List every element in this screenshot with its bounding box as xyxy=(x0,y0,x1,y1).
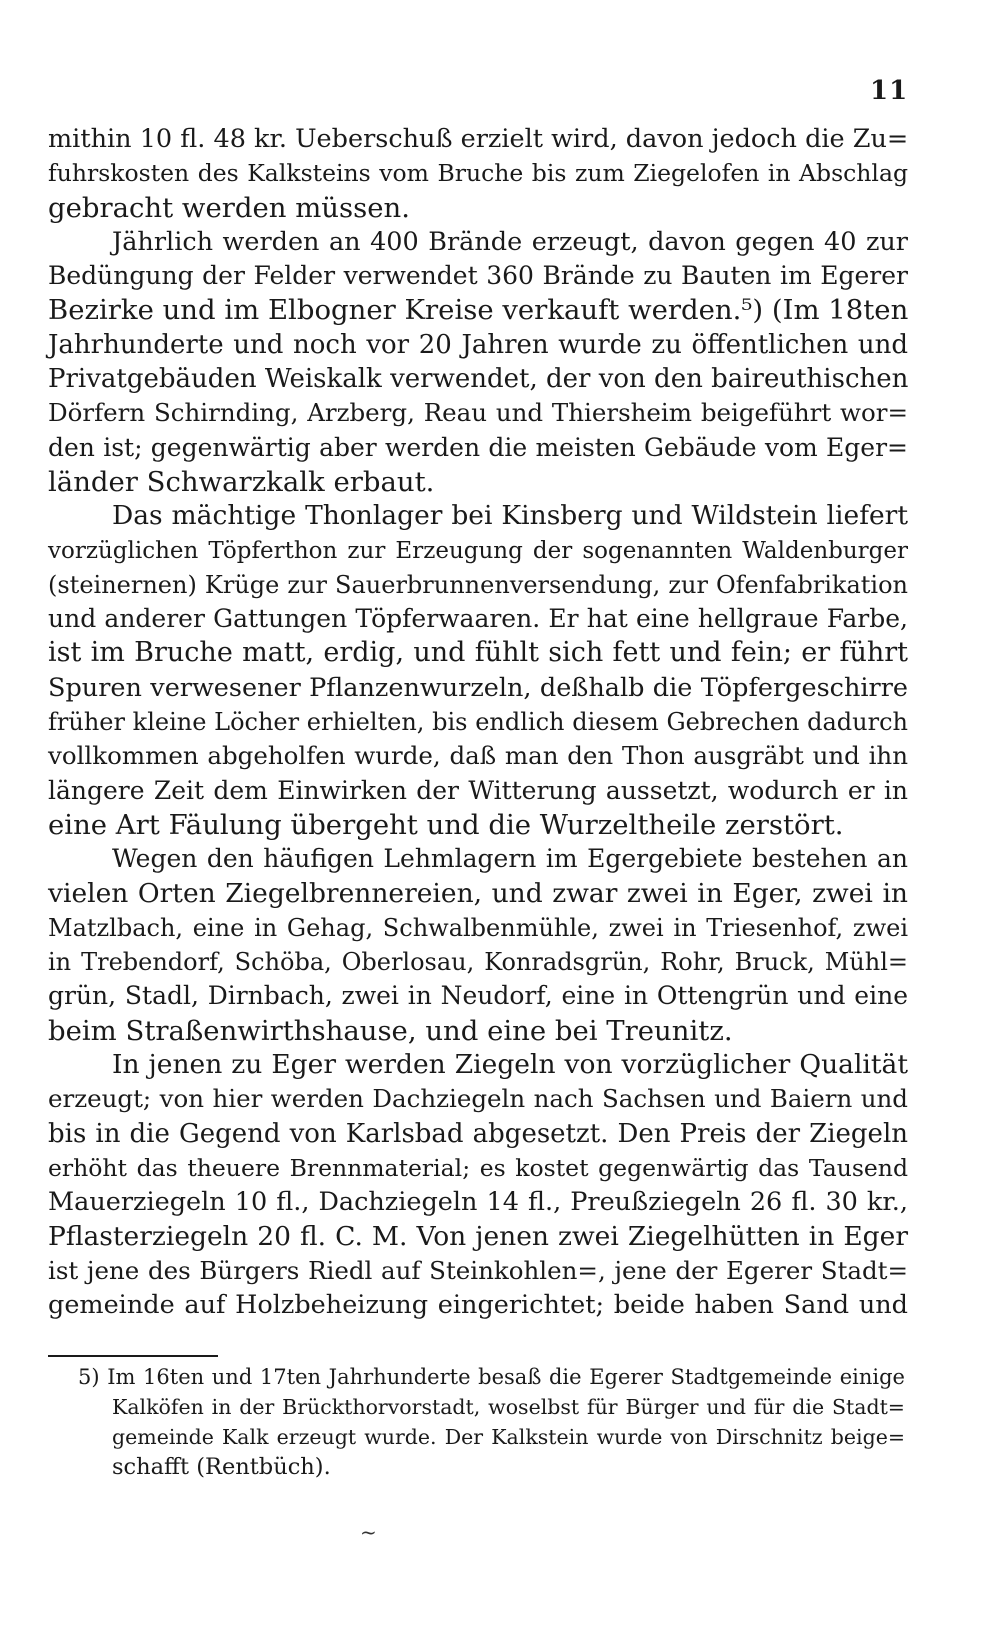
text-line: Wegen den häufigen Lehmlagern im Egergebiete bestehen an xyxy=(112,844,908,874)
page-number: 11 xyxy=(870,76,909,106)
text-line: früher kleine Löcher erhielten, bis endlich diesem Gebrechen dadurch xyxy=(48,708,908,737)
text-line: Bedüngung der Felder verwendet 360 Brände zu Bauten im Egerer xyxy=(48,261,908,291)
text-line: Spuren verwesener Pflanzenwurzeln, deßhalb die Töpfergeschirre xyxy=(48,672,908,703)
text-line: Das mächtige Thonlager bei Kinsberg und Wildstein liefert xyxy=(112,500,908,532)
text-line: Mauerziegeln 10 fl., Dachziegeln 14 fl., Preußziegeln 26 fl. 30 kr., xyxy=(48,1187,908,1218)
footnotes xyxy=(78,1362,905,1482)
text-line: Bezirke und im Elbogner Kreise verkauft werden.⁵) (Im 18ten xyxy=(48,294,909,327)
footnote-line: Kalköfen in der Brückthorvorstadt, woselbst für Bürger und für die Stadt= xyxy=(112,1395,905,1419)
text-line: vorzüglichen Töpferthon zur Erzeugung der sogenannten Waldenburger xyxy=(48,537,908,564)
text-line: und anderer Gattungen Töpferwaaren. Er hat eine hellgraue Farbe, xyxy=(48,604,908,634)
text-line: gebracht werden müssen. xyxy=(48,191,410,224)
text-line: gemeinde auf Holzbeheizung eingerichtet; beide haben Sand und xyxy=(48,1290,908,1321)
text-line: länder Schwarzkalk erbaut. xyxy=(48,465,435,498)
text-line: Jahrhunderte und noch vor 20 Jahren wurde zu öffentlichen und xyxy=(48,329,908,360)
footnote-rule xyxy=(48,1355,218,1357)
text-line: Dörfern Schirnding, Arzberg, Reau und Thiersheim beigeführt wor= xyxy=(48,398,908,428)
text-line: vielen Orten Ziegelbrennereien, und zwar zwei in Eger, zwei in xyxy=(48,877,908,909)
text-line: grün, Stadl, Dirnbach, zwei in Neudorf, eine in Ottengrün und eine xyxy=(48,981,908,1011)
text-line: (steinernen) Krüge zur Sauerbrunnenversendung, zur Ofenfabrikation xyxy=(48,570,908,599)
stray-mark: ~ xyxy=(360,1520,377,1544)
text-line: fuhrskosten des Kalksteins vom Bruche bis zum Ziegelofen in Abschlag xyxy=(48,159,908,188)
text-line: ist im Bruche matt, erdig, und fühlt sich fett und fein; er führt xyxy=(48,637,908,669)
text-line: in Trebendorf, Schöba, Oberlosau, Konradsgrün, Rohr, Bruck, Mühl= xyxy=(48,948,908,977)
footnote-line: schafft (Rentbüch). xyxy=(112,1454,331,1480)
text-line: erzeugt; von hier werden Dachziegeln nach Sachsen und Baiern und xyxy=(48,1084,908,1114)
text-line: Privatgebäuden Weiskalk verwendet, der von den baireuthischen xyxy=(48,364,909,395)
text-line: mithin 10 fl. 48 kr. Ueberschuß erzielt wird, davon jedoch die Zu= xyxy=(48,124,909,154)
body-text xyxy=(48,122,908,1322)
footnote-line: gemeinde Kalk erzeugt wurde. Der Kalkstein wurde von Dirschnitz beige= xyxy=(112,1425,905,1449)
text-line: vollkommen abgeholfen wurde, daß man den Thon ausgräbt und ihn xyxy=(48,741,908,771)
text-line: den ist; gegenwärtig aber werden die meisten Gebäude vom Eger= xyxy=(48,432,908,462)
text-line: längere Zeit dem Einwirken der Witterung aussetzt, wodurch er in xyxy=(48,775,908,805)
text-line: Matzlbach, eine in Gehag, Schwalbenmühle, zwei in Triesenhof, zwei xyxy=(48,913,908,942)
text-line: beim Straßenwirthshause, und eine bei Treunitz. xyxy=(48,1014,733,1047)
footnote-line: 5) Im 16ten und 17ten Jahrhunderte besaß die Egerer Stadtgemeinde einige xyxy=(78,1365,905,1389)
text-line: In jenen zu Eger werden Ziegeln von vorzüglicher Qualität xyxy=(112,1049,908,1081)
text-line: erhöht das theuere Brennmaterial; es kostet gegenwärtig das Tausend xyxy=(48,1153,908,1182)
text-line: Jährlich werden an 400 Brände erzeugt, davon gegen 40 zur xyxy=(112,226,908,257)
text-line: ist jene des Bürgers Riedl auf Steinkohlen=, jene der Egerer Stadt= xyxy=(48,1255,908,1285)
text-line: bis in die Gegend von Karlsbad abgesetzt. Den Preis der Ziegeln xyxy=(48,1118,908,1149)
text-line: eine Art Fäulung übergeht und die Wurzeltheile zerstört. xyxy=(48,808,844,841)
text-line: Pflasterziegeln 20 fl. C. M. Von jenen zwei Ziegelhütten in Eger xyxy=(48,1220,908,1252)
